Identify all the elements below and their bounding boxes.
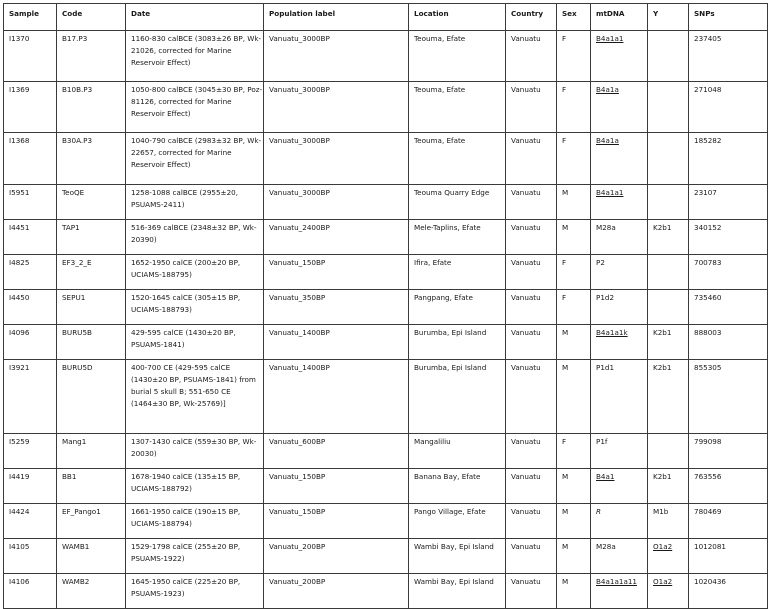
- table-row: [4, 290, 768, 325]
- cell-location: Pangpang, Efate: [409, 290, 506, 325]
- cell-snps: 799098: [689, 434, 768, 469]
- cell-location: Teouma, Efate: [409, 31, 506, 82]
- cell-sex: M: [557, 574, 591, 609]
- cell-population: Vanuatu_200BP: [264, 574, 409, 609]
- mtdna-value: B4a1a: [596, 85, 619, 94]
- cell-mtdna: [591, 539, 648, 574]
- col-header-y: Y: [648, 4, 689, 31]
- cell-code: WAMB2: [57, 574, 126, 609]
- cell-country: Vanuatu: [506, 325, 557, 360]
- cell-snps: 735460: [689, 290, 768, 325]
- cell-date: 400-700 CE (429-595 calCE (1430±20 BP, PSUAMS-1841) from burial 5 skull B; 551-650 CE (1464±30 BP, Wk-25769)]: [126, 360, 264, 434]
- cell-location: Mangaliliu: [409, 434, 506, 469]
- cell-code: B10B.P3: [57, 82, 126, 133]
- cell-location: Wambi Bay, Epi Island: [409, 539, 506, 574]
- cell-country: Vanuatu: [506, 82, 557, 133]
- cell-y: [648, 434, 689, 469]
- cell-location: Wambi Bay, Epi Island: [409, 574, 506, 609]
- table-row: [4, 31, 768, 82]
- cell-sample: I4106: [4, 574, 57, 609]
- cell-mtdna: [591, 469, 648, 504]
- mtdna-value: M28a: [596, 223, 616, 232]
- cell-y: K2b1: [648, 469, 689, 504]
- cell-snps: 23107: [689, 185, 768, 220]
- col-header-date: Date: [126, 4, 264, 31]
- cell-sample: I4450: [4, 290, 57, 325]
- cell-date: 1160-830 calBCE (3083±26 BP, Wk-21026, corrected for Marine Reservoir Effect): [126, 31, 264, 82]
- cell-code: BURU5D: [57, 360, 126, 434]
- cell-sample: I1370: [4, 31, 57, 82]
- cell-location: Ifira, Efate: [409, 255, 506, 290]
- mtdna-value: P1d1: [596, 363, 615, 372]
- mtdna-value: P1f: [596, 437, 608, 446]
- mtdna-value: P2: [596, 258, 605, 267]
- col-header-population-label: Population label: [264, 4, 409, 31]
- cell-sample: I1368: [4, 133, 57, 185]
- table-row: [4, 574, 768, 609]
- cell-sex: F: [557, 82, 591, 133]
- cell-date: 1258-1088 calBCE (2955±20, PSUAMS-2411): [126, 185, 264, 220]
- mtdna-value: P1d2: [596, 293, 615, 302]
- cell-code: EF_Pango1: [57, 504, 126, 539]
- cell-mtdna: [591, 360, 648, 434]
- mtdna-value: B4a1a1: [596, 34, 624, 43]
- cell-date: 429-595 calCE (1430±20 BP, PSUAMS-1841): [126, 325, 264, 360]
- header-row: [4, 4, 768, 31]
- cell-mtdna: [591, 290, 648, 325]
- cell-mtdna: [591, 31, 648, 82]
- cell-mtdna: [591, 220, 648, 255]
- cell-mtdna: [591, 133, 648, 185]
- cell-date: 1307-1430 calCE (559±30 BP, Wk-20030): [126, 434, 264, 469]
- cell-snps: 185282: [689, 133, 768, 185]
- mtdna-value: M28a: [596, 542, 616, 551]
- cell-date: 1040-790 calBCE (2983±32 BP, Wk-22657, corrected for Marine Reservoir Effect): [126, 133, 264, 185]
- table-row: [4, 434, 768, 469]
- mtdna-value: B4a1a: [596, 136, 619, 145]
- col-header-mtdna: mtDNA: [591, 4, 648, 31]
- cell-sex: M: [557, 325, 591, 360]
- table-row: [4, 133, 768, 185]
- cell-sample: I5951: [4, 185, 57, 220]
- cell-sample: I4424: [4, 504, 57, 539]
- cell-snps: 855305: [689, 360, 768, 434]
- col-header-snps: SNPs: [689, 4, 768, 31]
- cell-snps: 1020436: [689, 574, 768, 609]
- cell-sample: I1369: [4, 82, 57, 133]
- cell-y: [648, 290, 689, 325]
- cell-sample: I4419: [4, 469, 57, 504]
- cell-code: SEPU1: [57, 290, 126, 325]
- cell-code: TAP1: [57, 220, 126, 255]
- table-row: [4, 82, 768, 133]
- y-value: O1a2: [653, 577, 673, 586]
- cell-population: Vanuatu_3000BP: [264, 133, 409, 185]
- cell-sex: F: [557, 290, 591, 325]
- cell-population: Vanuatu_2400BP: [264, 220, 409, 255]
- samples-table: [3, 3, 768, 609]
- cell-date: 1652-1950 calCE (200±20 BP, UCIAMS-188795): [126, 255, 264, 290]
- cell-country: Vanuatu: [506, 469, 557, 504]
- cell-date: 1050-800 calBCE (3045±30 BP, Poz-81126, corrected for Marine Reservoir Effect): [126, 82, 264, 133]
- cell-code: B30A.P3: [57, 133, 126, 185]
- cell-location: Mele-Taplins, Efate: [409, 220, 506, 255]
- table-row: [4, 360, 768, 434]
- samples-table-container: [3, 3, 768, 609]
- cell-code: EF3_2_E: [57, 255, 126, 290]
- cell-sex: M: [557, 360, 591, 434]
- cell-population: Vanuatu_150BP: [264, 255, 409, 290]
- cell-date: 1645-1950 calCE (225±20 BP, PSUAMS-1923): [126, 574, 264, 609]
- cell-country: Vanuatu: [506, 133, 557, 185]
- mtdna-value: B4a1a1a11: [596, 577, 638, 586]
- cell-y: K2b1: [648, 220, 689, 255]
- col-header-sample: Sample: [4, 4, 57, 31]
- table-row: [4, 220, 768, 255]
- cell-location: Teouma, Efate: [409, 82, 506, 133]
- cell-location: Teouma, Efate: [409, 133, 506, 185]
- cell-country: Vanuatu: [506, 185, 557, 220]
- cell-y: [648, 82, 689, 133]
- cell-y: K2b1: [648, 360, 689, 434]
- cell-y: [648, 31, 689, 82]
- cell-sex: F: [557, 31, 591, 82]
- cell-snps: 700783: [689, 255, 768, 290]
- cell-y: [648, 133, 689, 185]
- cell-sample: I4105: [4, 539, 57, 574]
- cell-y: [648, 539, 689, 574]
- cell-sex: F: [557, 434, 591, 469]
- col-header-code: Code: [57, 4, 126, 31]
- cell-population: Vanuatu_350BP: [264, 290, 409, 325]
- cell-population: Vanuatu_3000BP: [264, 31, 409, 82]
- cell-snps: 1012081: [689, 539, 768, 574]
- cell-mtdna: [591, 255, 648, 290]
- table-row: [4, 539, 768, 574]
- cell-country: Vanuatu: [506, 539, 557, 574]
- cell-location: Banana Bay, Efate: [409, 469, 506, 504]
- cell-date: 1520-1645 calCE (305±15 BP, UCIAMS-188793): [126, 290, 264, 325]
- cell-sample: I4096: [4, 325, 57, 360]
- cell-sex: F: [557, 255, 591, 290]
- cell-population: Vanuatu_200BP: [264, 539, 409, 574]
- cell-population: Vanuatu_1400BP: [264, 325, 409, 360]
- table-row: [4, 469, 768, 504]
- cell-sex: M: [557, 185, 591, 220]
- mtdna-value: B4a1: [596, 472, 615, 481]
- cell-country: Vanuatu: [506, 574, 557, 609]
- cell-population: Vanuatu_3000BP: [264, 82, 409, 133]
- cell-y: K2b1: [648, 325, 689, 360]
- table-row: [4, 255, 768, 290]
- cell-sex: M: [557, 539, 591, 574]
- cell-code: TeoQE: [57, 185, 126, 220]
- y-value: O1a2: [653, 542, 673, 551]
- cell-code: Mang1: [57, 434, 126, 469]
- cell-mtdna: [591, 434, 648, 469]
- cell-location: Burumba, Epi Island: [409, 325, 506, 360]
- mtdna-value: B4a1a1: [596, 188, 624, 197]
- cell-location: Burumba, Epi Island: [409, 360, 506, 434]
- cell-country: Vanuatu: [506, 434, 557, 469]
- col-header-country: Country: [506, 4, 557, 31]
- cell-code: BURU5B: [57, 325, 126, 360]
- cell-y: [648, 255, 689, 290]
- cell-snps: 888003: [689, 325, 768, 360]
- cell-country: Vanuatu: [506, 290, 557, 325]
- col-header-sex: Sex: [557, 4, 591, 31]
- cell-country: Vanuatu: [506, 360, 557, 434]
- cell-population: Vanuatu_3000BP: [264, 185, 409, 220]
- cell-population: Vanuatu_150BP: [264, 469, 409, 504]
- cell-mtdna: [591, 325, 648, 360]
- cell-sex: M: [557, 469, 591, 504]
- cell-code: WAMB1: [57, 539, 126, 574]
- cell-snps: 271048: [689, 82, 768, 133]
- mtdna-value: R: [596, 507, 601, 516]
- cell-sample: I3921: [4, 360, 57, 434]
- cell-code: BB1: [57, 469, 126, 504]
- cell-sex: F: [557, 133, 591, 185]
- cell-date: 516-369 calBCE (2348±32 BP, Wk-20390): [126, 220, 264, 255]
- cell-location: Teouma Quarry Edge: [409, 185, 506, 220]
- cell-y: M1b: [648, 504, 689, 539]
- cell-date: 1678-1940 calCE (135±15 BP, UCIAMS-188792): [126, 469, 264, 504]
- cell-sex: M: [557, 504, 591, 539]
- col-header-location: Location: [409, 4, 506, 31]
- cell-code: B17.P3: [57, 31, 126, 82]
- cell-date: 1661-1950 calCE (190±15 BP, UCIAMS-188794): [126, 504, 264, 539]
- cell-location: Pango Village, Efate: [409, 504, 506, 539]
- cell-country: Vanuatu: [506, 220, 557, 255]
- cell-y: [648, 185, 689, 220]
- cell-mtdna: [591, 82, 648, 133]
- table-row: [4, 185, 768, 220]
- cell-country: Vanuatu: [506, 31, 557, 82]
- cell-snps: 763556: [689, 469, 768, 504]
- cell-country: Vanuatu: [506, 255, 557, 290]
- cell-mtdna: [591, 504, 648, 539]
- cell-sample: I4451: [4, 220, 57, 255]
- cell-sex: M: [557, 220, 591, 255]
- cell-sample: I5259: [4, 434, 57, 469]
- cell-snps: 780469: [689, 504, 768, 539]
- cell-population: Vanuatu_600BP: [264, 434, 409, 469]
- cell-mtdna: [591, 185, 648, 220]
- table-row: [4, 325, 768, 360]
- cell-population: Vanuatu_150BP: [264, 504, 409, 539]
- cell-sample: I4825: [4, 255, 57, 290]
- cell-snps: 237405: [689, 31, 768, 82]
- mtdna-value: B4a1a1k: [596, 328, 628, 337]
- cell-snps: 340152: [689, 220, 768, 255]
- cell-mtdna: [591, 574, 648, 609]
- cell-date: 1529-1798 calCE (255±20 BP, PSUAMS-1922): [126, 539, 264, 574]
- table-row: [4, 504, 768, 539]
- cell-y: [648, 574, 689, 609]
- cell-country: Vanuatu: [506, 504, 557, 539]
- cell-population: Vanuatu_1400BP: [264, 360, 409, 434]
